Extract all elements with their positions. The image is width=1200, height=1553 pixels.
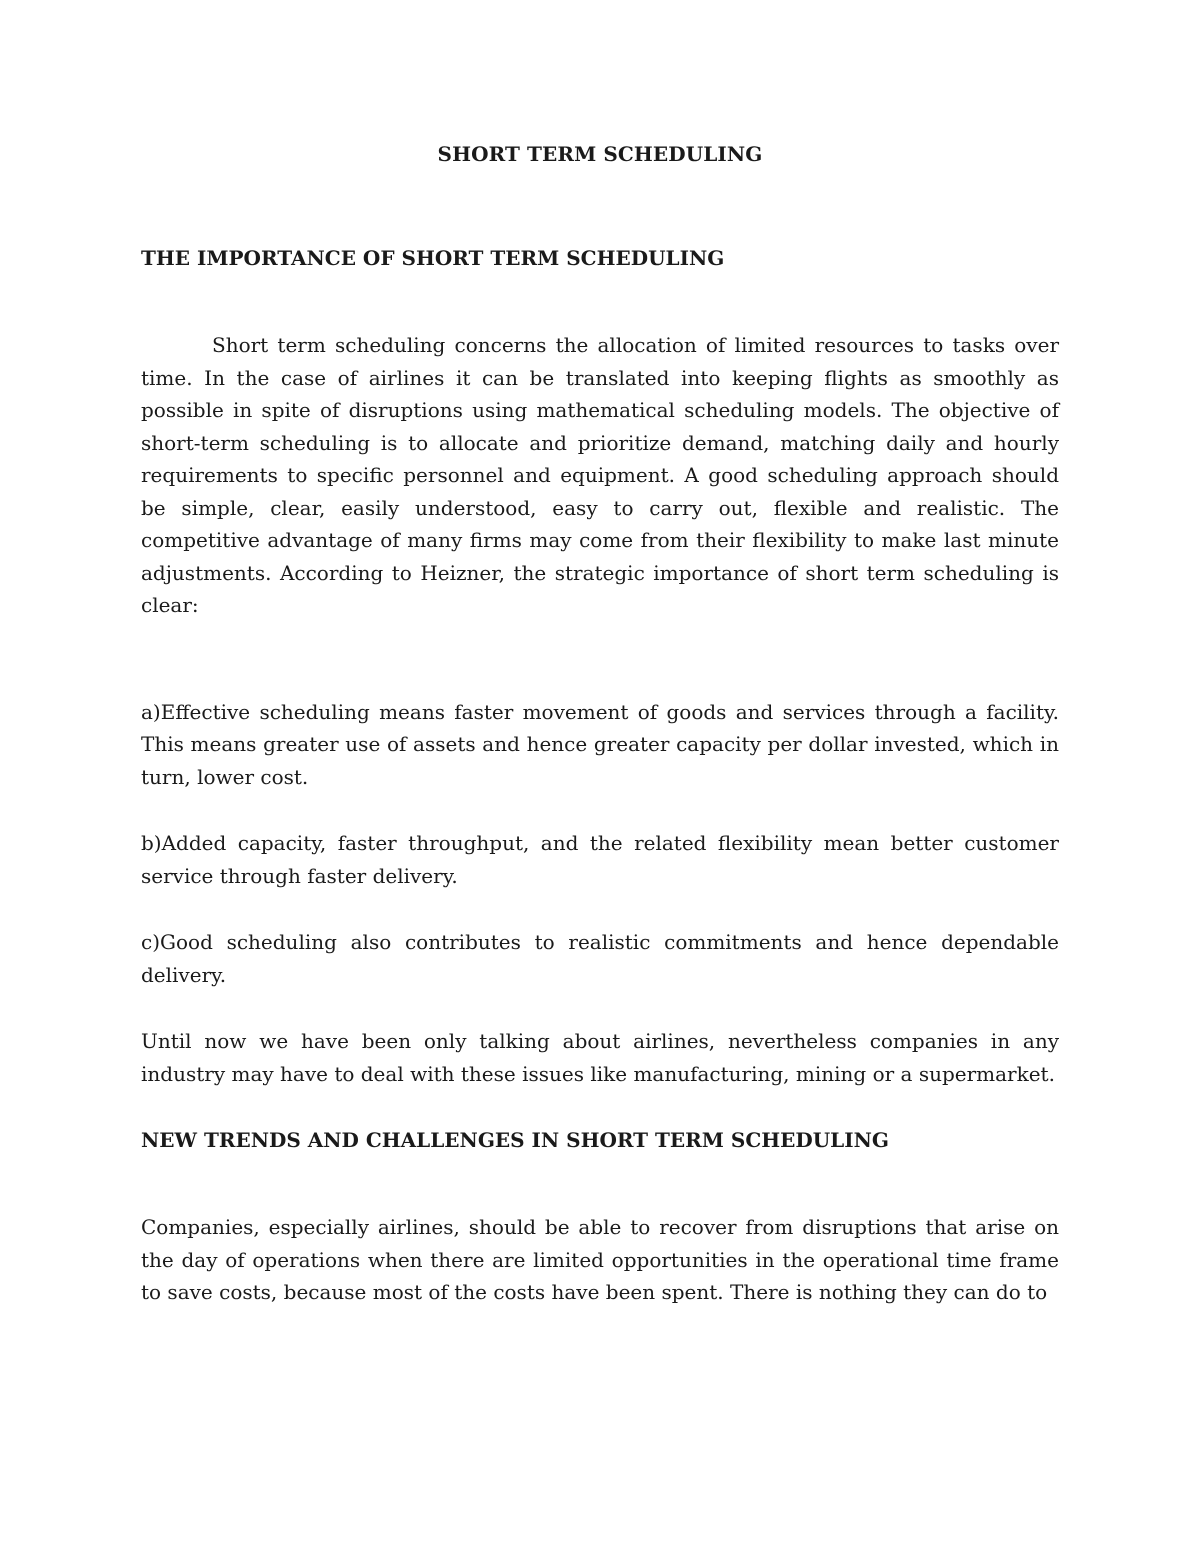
paragraph-intro: Short term scheduling concerns the allocation of limited resources to tasks over time. In the case of airlines it can be translated into keeping flights as smoothly as possible in spite of disruptions using mathematical scheduling models. The objective of short-term scheduling is to allocate and prioritize demand, matching daily and hourly requirements to specific personnel and equipment. A good scheduling approach should be simple, clear, easily understood, easy to carry out, flexible and realistic. The competitive advantage of many firms may come from their flexibility to make last minute adjustments. According to Heizner, the strategic importance of short term scheduling is clear: <box>141 333 1059 617</box>
document-title: SHORT TERM SCHEDULING <box>437 142 763 166</box>
section-heading-trends: NEW TRENDS AND CHALLENGES IN SHORT TERM SCHEDULING <box>141 1128 889 1152</box>
paragraph-trends-intro: Companies, especially airlines, should be able to recover from disruptions that arise on the day of operations when there are limited opportunities in the operational time frame to save costs, because most of the costs have been spent. There is nothing they can do to <box>141 1215 1059 1304</box>
document-content <box>141 138 1059 1309</box>
section-heading-importance: THE IMPORTANCE OF SHORT TERM SCHEDULING <box>141 246 725 270</box>
paragraph-closing: Until now we have been only talking about airlines, nevertheless companies in any industry may have to deal with these issues like manufacturing, mining or a supermarket. <box>141 1029 1059 1086</box>
list-item-c: c)Good scheduling also contributes to realistic commitments and hence dependable delivery. <box>141 930 1059 987</box>
list-item-a: a)Effective scheduling means faster movement of goods and services through a facility. This means greater use of assets and hence greater capacity per dollar invested, which in turn, lower cost. <box>141 699 1059 789</box>
list-item-b: b)Added capacity, faster throughput, and the related flexibility mean better customer service through faster delivery. <box>141 831 1059 888</box>
